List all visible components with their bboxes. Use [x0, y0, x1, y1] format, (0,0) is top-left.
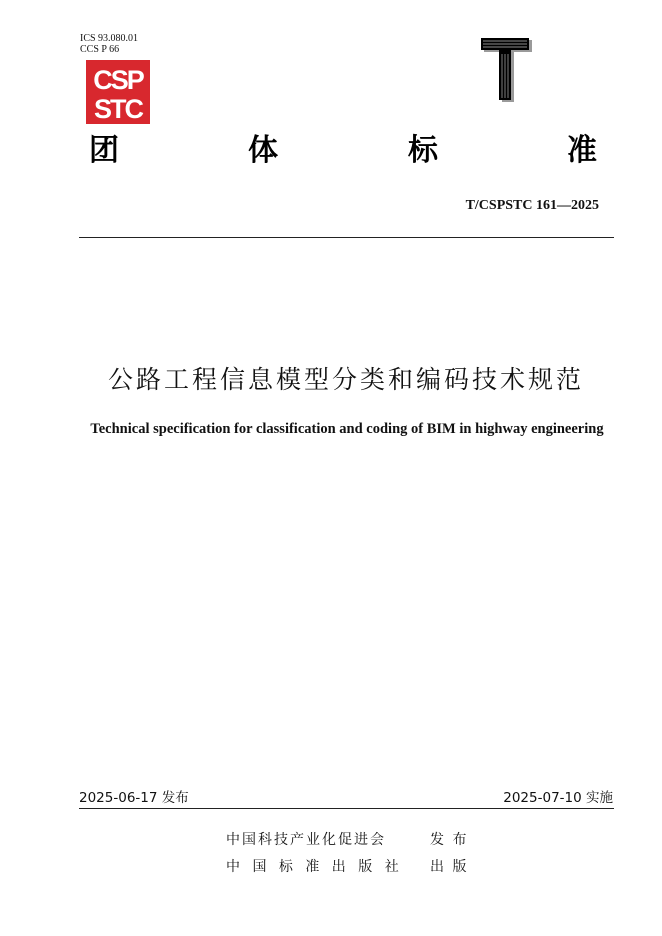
title-chinese: 公路工程信息模型分类和编码技术规范 — [107, 365, 584, 394]
publisher-organization: 中国科技产业化促进会 — [226, 832, 386, 848]
standard-kind-char-1: 团 — [89, 133, 119, 168]
issue-date: 2025-06-17 发布 — [79, 790, 189, 806]
svg-text:STC: STC — [94, 94, 142, 124]
ccs-code: CCS P 66 — [80, 44, 120, 55]
standard-number: T/CSPSTC 161—2025 — [465, 198, 599, 213]
classification-codes — [80, 33, 138, 55]
header-divider — [79, 237, 614, 238]
publisher-action: 发 布 — [430, 832, 469, 848]
svg-text:CSP: CSP — [93, 65, 143, 95]
cspstc-logo — [86, 60, 150, 124]
press-organization: 中 国 标 准 出 版 社 — [226, 859, 403, 875]
ics-code: ICS 93.080.01 — [80, 33, 139, 44]
title-english: Technical specification for classification and coding of BIM in highway engineering — [90, 421, 604, 437]
standard-kind-char-3: 标 — [408, 133, 438, 168]
footer-divider — [79, 808, 614, 809]
standard-kind-char-2: 体 — [248, 133, 278, 168]
press-action: 出 版 — [430, 859, 469, 875]
standard-type-t-mark — [478, 36, 534, 104]
effective-date: 2025-07-10 实施 — [503, 790, 613, 806]
standard-kind-char-4: 准 — [567, 133, 597, 168]
